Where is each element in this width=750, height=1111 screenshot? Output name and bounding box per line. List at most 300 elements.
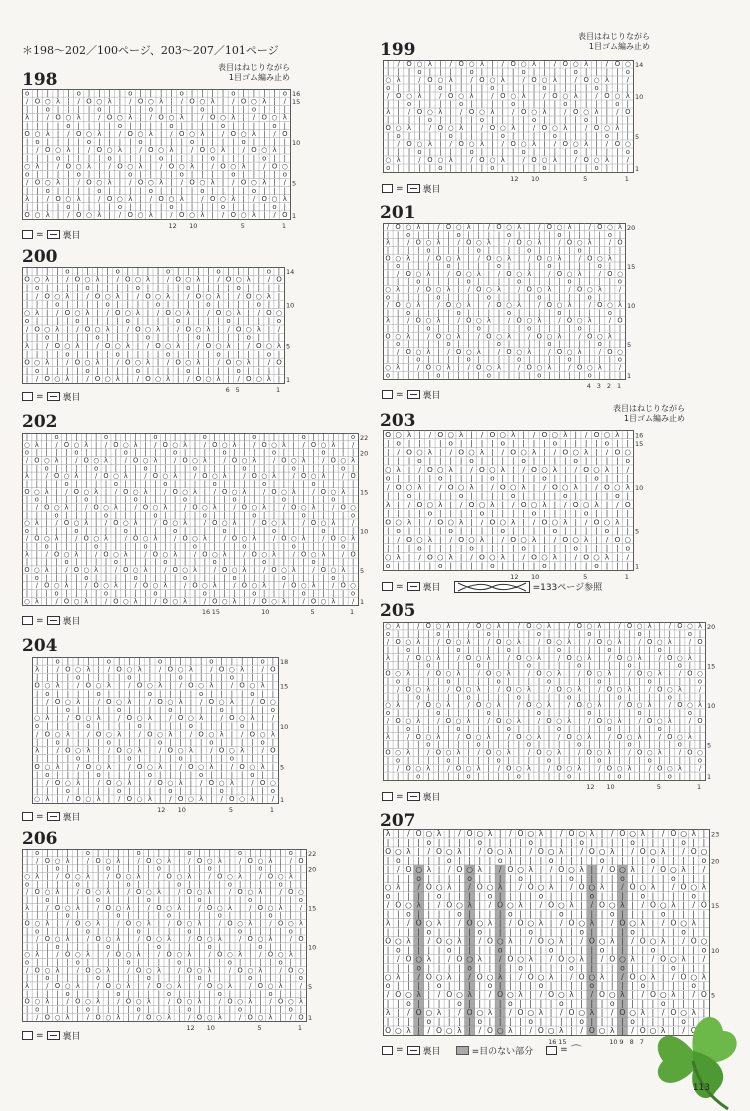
- stitch-symbol: o: [321, 448, 326, 457]
- stitch-symbol: |: [289, 989, 292, 998]
- stitch-symbol: λ: [166, 291, 171, 301]
- stitch-symbol: |: [626, 430, 630, 439]
- stitch-symbol: |: [477, 716, 480, 725]
- stitch-symbol: o: [206, 299, 211, 309]
- stitch-symbol: |: [158, 770, 162, 779]
- stitch-symbol: |: [178, 974, 181, 983]
- stitch-symbol: |: [418, 438, 421, 448]
- stitch-symbol: |: [282, 542, 285, 551]
- stitch-symbol: |: [96, 880, 100, 889]
- stitch-symbol: |: [210, 714, 213, 723]
- stitch-symbol: λ: [587, 732, 592, 741]
- stitch-symbol: |: [417, 669, 420, 678]
- stitch-symbol: |: [584, 482, 588, 492]
- stitch-symbol: |: [144, 573, 147, 582]
- stitch-symbol: ○: [44, 762, 51, 771]
- stitch-symbol: |: [179, 730, 182, 739]
- stitch-symbol: |: [227, 299, 230, 309]
- stitch-symbol: |: [477, 277, 480, 286]
- stitch-symbol: |: [439, 438, 442, 448]
- stitch-symbol: /: [618, 285, 622, 294]
- stitch-symbol: O: [75, 919, 81, 928]
- row-label: 20: [360, 449, 369, 458]
- stitch-symbol: |: [157, 919, 161, 928]
- stitch-symbol: /: [332, 503, 335, 512]
- stitch-symbol: /: [25, 888, 29, 897]
- stitch-symbol: O: [241, 581, 247, 590]
- stitch-symbol: |: [480, 92, 484, 101]
- stitch-symbol: |: [65, 573, 68, 582]
- stitch-symbol: O: [562, 534, 569, 544]
- stitch-symbol: |: [477, 340, 480, 349]
- stitch-symbol: /: [574, 464, 577, 474]
- stitch-symbol: o: [331, 495, 336, 504]
- stitch-symbol: ○: [626, 653, 633, 662]
- stitch-symbol: o: [135, 283, 141, 293]
- stitch-symbol: o: [197, 974, 202, 983]
- stitch-symbol: |: [584, 526, 588, 536]
- stitch-symbol: ○: [54, 374, 61, 384]
- stitch-symbol: |: [167, 864, 171, 873]
- stitch-symbol: o: [103, 433, 109, 442]
- stitch-symbol: ○: [144, 324, 152, 334]
- stitch-symbol: λ: [217, 1013, 222, 1022]
- stitch-symbol: o: [236, 365, 241, 375]
- stitch-symbol: O: [405, 764, 411, 773]
- stitch-symbol: λ: [584, 60, 589, 69]
- stitch-symbol: O: [456, 347, 462, 356]
- stitch-symbol: ○: [395, 669, 402, 678]
- stitch-symbol: |: [124, 495, 127, 504]
- stitch-symbol: |: [178, 935, 181, 944]
- stitch-symbol: |: [428, 132, 432, 141]
- stitch-symbol: |: [86, 341, 89, 351]
- stitch-symbol: |: [127, 927, 130, 936]
- stitch-symbol: O: [177, 795, 184, 804]
- stitch-symbol: o: [647, 756, 652, 765]
- stitch-symbol: |: [351, 487, 355, 496]
- stitch-symbol: O: [103, 550, 109, 559]
- stitch-symbol: λ: [207, 966, 212, 975]
- stitch-symbol: ○: [435, 701, 442, 710]
- stitch-symbol: /: [261, 746, 264, 755]
- stitch-symbol: |: [170, 186, 173, 195]
- stitch-symbol: ○: [298, 888, 304, 897]
- stitch-symbol: ○: [24, 440, 30, 449]
- stitch-symbol: |: [626, 473, 630, 483]
- stitch-symbol: |: [144, 526, 147, 535]
- stitch-symbol: o: [103, 589, 109, 598]
- stitch-symbol: O: [44, 730, 51, 739]
- stitch-symbol: |: [46, 154, 49, 163]
- stitch-symbol: |: [588, 740, 591, 749]
- stitch-symbol: /: [233, 503, 236, 512]
- stitch-symbol: |: [263, 495, 266, 504]
- stitch-symbol: /: [104, 440, 108, 449]
- stitch-symbol: |: [25, 433, 29, 442]
- stitch-symbol: |: [197, 365, 200, 375]
- stitch-symbol: /: [148, 697, 152, 706]
- stitch-symbol: |: [217, 283, 220, 293]
- stitch-symbol: |: [588, 764, 591, 773]
- stitch-symbol: ○: [489, 552, 496, 562]
- stitch-symbol: |: [501, 543, 505, 553]
- stitch-symbol: |: [257, 267, 260, 276]
- stitch-symbol: ○: [54, 1013, 61, 1022]
- stitch-symbol: |: [299, 942, 303, 951]
- stitch-symbol: |: [397, 491, 400, 501]
- stitch-symbol: λ: [278, 982, 283, 991]
- stitch-symbol: o: [417, 148, 422, 157]
- stitch-symbol: λ: [199, 795, 204, 804]
- stitch-symbol: λ: [426, 269, 431, 278]
- stitch-symbol: |: [618, 709, 621, 718]
- stitch-symbol: /: [36, 1013, 39, 1022]
- stitch-symbol: ○: [235, 357, 242, 367]
- stitch-symbol: |: [227, 291, 230, 301]
- stitch-symbol: /: [598, 347, 601, 356]
- stitch-symbol: /: [568, 701, 571, 710]
- stitch-symbol: o: [547, 340, 552, 349]
- stitch-symbol: |: [574, 124, 577, 133]
- stitch-symbol: ○: [105, 856, 112, 865]
- stitch-symbol: |: [46, 705, 49, 714]
- stitch-symbol: ○: [416, 447, 423, 457]
- stitch-symbol: λ: [210, 97, 215, 106]
- stitch-symbol: |: [302, 448, 305, 457]
- stitch-symbol: o: [133, 495, 138, 504]
- stitch-symbol: |: [501, 108, 504, 117]
- stitch-symbol: |: [648, 653, 651, 662]
- stitch-symbol: λ: [85, 872, 90, 881]
- stitch-symbol: o: [386, 293, 391, 302]
- stitch-symbol: o: [168, 787, 173, 796]
- stitch-symbol: λ: [106, 888, 111, 897]
- stitch-symbol: |: [447, 645, 450, 654]
- stitch-symbol: λ: [563, 517, 568, 527]
- stitch-symbol: ○: [176, 872, 183, 881]
- stitch-symbol: o: [76, 89, 81, 98]
- stitch-symbol: |: [279, 974, 282, 983]
- stitch-symbol: |: [242, 89, 245, 98]
- stitch-symbol: /: [548, 347, 551, 356]
- stitch-symbol: |: [238, 974, 242, 983]
- stitch-symbol: o: [301, 511, 306, 520]
- stitch-symbol: o: [426, 740, 431, 749]
- stitch-symbol: |: [512, 132, 515, 141]
- stitch-symbol: o: [147, 689, 152, 698]
- stitch-symbol: |: [85, 542, 88, 551]
- stitch-symbol: O: [165, 307, 171, 317]
- stitch-symbol: |: [55, 558, 58, 567]
- stitch-symbol: |: [507, 277, 511, 286]
- stitch-symbol: |: [243, 519, 246, 528]
- stitch-symbol: λ: [396, 464, 401, 474]
- stitch-symbol: |: [263, 203, 266, 212]
- stitch-symbol: |: [568, 254, 571, 263]
- stitch-symbol: O: [458, 60, 464, 69]
- stitch-symbol: |: [407, 324, 410, 333]
- chart-206: [22, 849, 322, 1033]
- stitch-symbol: |: [568, 740, 571, 749]
- stitch-symbol: |: [397, 246, 400, 255]
- stitch-symbol: |: [46, 722, 49, 731]
- stitch-symbol: |: [427, 693, 430, 702]
- blank-square-icon: [382, 582, 393, 591]
- stitch-symbol: λ: [35, 950, 40, 959]
- stitch-symbol: o: [173, 526, 178, 535]
- stitch-symbol: |: [459, 464, 463, 474]
- stitch-symbol: |: [230, 730, 234, 739]
- stitch-symbol: |: [87, 89, 91, 98]
- stitch-symbol: o: [229, 673, 234, 682]
- stitch-symbol: |: [447, 293, 450, 302]
- stitch-symbol: ○: [208, 730, 215, 739]
- stitch-symbol: O: [416, 108, 423, 117]
- stitch-symbol: |: [126, 374, 129, 384]
- stitch-symbol: /: [628, 748, 631, 757]
- stitch-symbol: O: [231, 534, 238, 543]
- stitch-symbol: |: [279, 849, 282, 858]
- stitch-symbol: |: [107, 705, 111, 714]
- stitch-symbol: |: [211, 138, 214, 147]
- stitch-symbol: O: [84, 324, 91, 334]
- stitch-symbol: o: [486, 293, 491, 302]
- stitch-symbol: |: [568, 748, 571, 757]
- stitch-symbol: |: [272, 511, 276, 520]
- stitch-symbol: |: [136, 267, 140, 276]
- stitch-symbol: O: [298, 856, 304, 865]
- stitch-symbol: ○: [455, 223, 462, 232]
- stitch-symbol: ○: [603, 124, 610, 133]
- stitch-symbol: |: [491, 456, 494, 466]
- stitch-symbol: λ: [567, 716, 572, 725]
- stitch-symbol: |: [75, 511, 78, 520]
- stitch-symbol: |: [36, 154, 39, 163]
- stitch-symbol: /: [396, 685, 400, 694]
- stitch-symbol: |: [65, 464, 68, 473]
- stitch-symbol: |: [427, 645, 430, 654]
- stitch-symbol: ○: [146, 762, 153, 771]
- stitch-symbol: λ: [406, 517, 412, 527]
- stitch-symbol: |: [658, 622, 661, 631]
- stitch-symbol: o: [627, 740, 632, 749]
- stitch-symbol: |: [167, 974, 171, 983]
- stitch-symbol: |: [386, 534, 390, 544]
- stitch-symbol: o: [248, 896, 253, 905]
- stitch-symbol: |: [605, 543, 609, 553]
- stitch-symbol: O: [251, 146, 257, 155]
- stitch-symbol: ○: [447, 430, 454, 439]
- stitch-symbol: |: [312, 495, 315, 504]
- stitch-symbol: ○: [24, 950, 30, 959]
- stitch-symbol: |: [164, 495, 167, 504]
- stitch-symbol: |: [77, 186, 80, 195]
- stitch-symbol: |: [86, 267, 89, 276]
- stitch-symbol: |: [397, 230, 400, 239]
- stitch-symbol: |: [183, 550, 187, 559]
- stitch-symbol: o: [677, 661, 682, 670]
- stitch-symbol: |: [517, 630, 520, 639]
- stitch-symbol: ○: [551, 517, 559, 527]
- stitch-symbol: |: [397, 561, 400, 571]
- stitch-symbol: o: [106, 864, 111, 873]
- stitch-symbol: |: [188, 982, 191, 991]
- stitch-symbol: ○: [562, 482, 569, 492]
- stitch-symbol: |: [407, 84, 411, 93]
- stitch-symbol: o: [45, 896, 50, 905]
- stitch-symbol: |: [106, 316, 109, 326]
- stitch-symbol: |: [528, 230, 531, 239]
- stitch-symbol: /: [87, 146, 91, 155]
- stitch-symbol: λ: [496, 285, 501, 294]
- stitch-symbol: |: [148, 787, 152, 796]
- stitch-symbol: O: [636, 748, 643, 757]
- stitch-symbol: o: [607, 230, 612, 239]
- stitch-symbol: o: [165, 267, 171, 276]
- stitch-symbol: |: [107, 787, 111, 796]
- stitch-symbol: |: [104, 448, 108, 457]
- stitch-symbol: /: [283, 178, 287, 187]
- stitch-symbol: |: [547, 724, 551, 733]
- stitch-symbol: ○: [142, 534, 149, 543]
- stitch-symbol: |: [134, 480, 137, 489]
- stitch-symbol: |: [507, 363, 511, 372]
- stitch-symbol: o: [35, 1005, 40, 1014]
- stitch-symbol: o: [169, 121, 174, 130]
- stitch-symbol: ○: [576, 653, 583, 662]
- stitch-symbol: λ: [456, 254, 461, 263]
- stitch-symbol: |: [584, 164, 588, 173]
- stitch-symbol: /: [66, 997, 69, 1006]
- stitch-symbol: ○: [505, 637, 512, 646]
- stitch-symbol: |: [282, 511, 285, 520]
- stitch-symbol: |: [387, 100, 390, 109]
- stitch-symbol: /: [407, 108, 411, 117]
- stitch-symbol: |: [65, 456, 68, 465]
- stitch-symbol: |: [418, 473, 421, 483]
- stitch-symbol: |: [351, 464, 355, 473]
- stitch-symbol: /: [407, 653, 410, 662]
- stitch-symbol: O: [576, 622, 582, 631]
- stitch-symbol: |: [85, 511, 88, 520]
- stitch-symbol: |: [470, 430, 473, 439]
- stitch-symbol: O: [416, 499, 423, 509]
- stitch-symbol: |: [148, 738, 152, 747]
- stitch-symbol: |: [628, 630, 631, 639]
- stitch-symbol: |: [351, 480, 355, 489]
- stitch-symbol: |: [56, 89, 60, 98]
- stitch-symbol: |: [449, 456, 452, 466]
- stitch-symbol: |: [332, 472, 335, 481]
- stitch-symbol: |: [156, 274, 160, 284]
- stitch-symbol: O: [261, 440, 267, 449]
- stitch-symbol: /: [342, 550, 345, 559]
- stitch-symbol: o: [627, 661, 632, 670]
- stitch-symbol: o: [127, 673, 132, 682]
- stitch-symbol: |: [618, 724, 621, 733]
- stitch-symbol: o: [406, 308, 411, 317]
- stitch-symbol: λ: [85, 950, 90, 959]
- stitch-symbol: ○: [465, 347, 472, 356]
- stitch-symbol: o: [250, 689, 255, 698]
- stitch-symbol: |: [528, 293, 531, 302]
- stitch-symbol: /: [95, 550, 98, 559]
- stitch-symbol: o: [74, 526, 79, 535]
- stitch-symbol: |: [55, 480, 58, 489]
- stitch-symbol: λ: [45, 211, 50, 220]
- stitch-symbol: |: [257, 332, 260, 342]
- stitch-symbol: |: [447, 355, 450, 364]
- stitch-symbol: o: [199, 689, 204, 698]
- stitch-symbol: o: [427, 116, 432, 125]
- stitch-symbol: |: [616, 438, 619, 448]
- stitch-symbol: λ: [386, 238, 391, 247]
- stitch-symbol: |: [127, 974, 130, 983]
- stitch-symbol: |: [537, 645, 541, 654]
- stitch-symbol: λ: [466, 223, 471, 232]
- stitch-symbol: |: [259, 896, 262, 905]
- stitch-symbol: |: [159, 211, 163, 220]
- stitch-symbol: o: [597, 677, 602, 686]
- stitch-symbol: |: [218, 1005, 221, 1014]
- stitch-symbol: O: [106, 697, 112, 706]
- stitch-symbol: |: [457, 262, 460, 271]
- stitch-symbol: |: [638, 764, 641, 773]
- stitch-symbol: /: [668, 622, 671, 631]
- stitch-symbol: ○: [168, 113, 175, 122]
- stitch-symbol: /: [251, 697, 254, 706]
- stitch-symbol: |: [221, 105, 225, 114]
- stitch-symbol: O: [479, 156, 485, 165]
- stitch-symbol: |: [144, 448, 147, 457]
- stitch-symbol: |: [136, 316, 140, 326]
- stitch-symbol: |: [66, 888, 69, 897]
- stitch-symbol: λ: [557, 254, 562, 263]
- stitch-symbol: ○: [465, 269, 472, 278]
- stitch-symbol: |: [263, 89, 266, 98]
- stitch-symbol: λ: [486, 316, 491, 325]
- stitch-symbol: /: [477, 669, 480, 678]
- stitch-symbol: |: [299, 927, 303, 936]
- stitch-symbol: |: [616, 552, 619, 562]
- stitch-symbol: |: [608, 324, 611, 333]
- stitch-symbol: |: [447, 238, 450, 247]
- stitch-symbol: |: [179, 770, 182, 779]
- stitch-symbol: λ: [667, 716, 672, 725]
- stitch-symbol: /: [387, 92, 390, 101]
- stitch-symbol: |: [457, 371, 460, 380]
- stitch-symbol: λ: [55, 324, 60, 334]
- stitch-symbol: |: [568, 230, 571, 239]
- stitch-symbol: |: [407, 363, 410, 372]
- stitch-symbol: ○: [425, 732, 432, 741]
- stitch-symbol: |: [501, 148, 504, 157]
- stitch-symbol: |: [437, 645, 440, 654]
- stitch-symbol: λ: [94, 566, 99, 575]
- stitch-symbol: |: [46, 738, 49, 747]
- stitch-symbol: λ: [136, 950, 141, 959]
- stitch-symbol: λ: [625, 482, 630, 492]
- stitch-symbol: |: [277, 349, 281, 359]
- stitch-symbol: ○: [541, 552, 548, 562]
- stitch-symbol: o: [25, 958, 30, 967]
- stitch-symbol: |: [616, 116, 619, 125]
- stitch-symbol: |: [238, 982, 242, 991]
- stitch-symbol: O: [445, 716, 452, 725]
- stitch-symbol: o: [476, 661, 481, 670]
- stitch-symbol: O: [24, 487, 30, 496]
